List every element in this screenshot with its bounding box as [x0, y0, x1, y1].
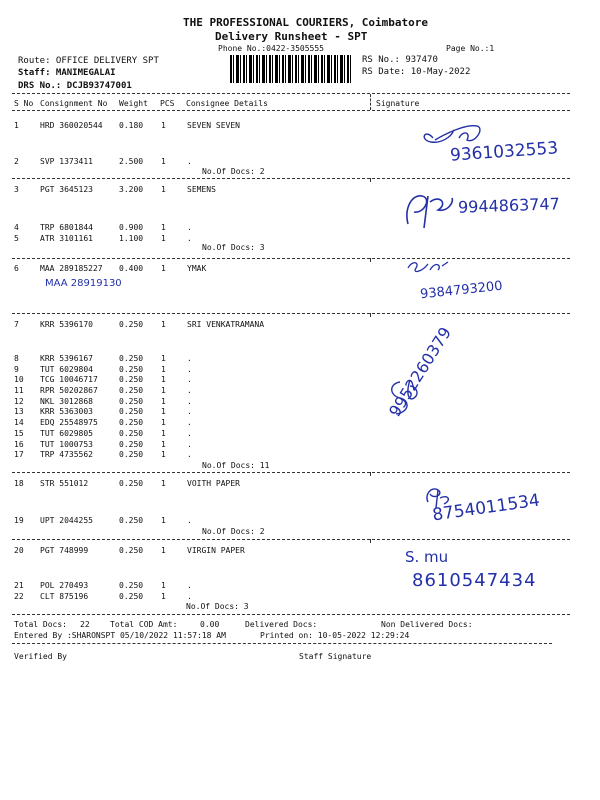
row-pcs: 1: [161, 223, 166, 232]
page-number: Page No.:1: [446, 44, 495, 53]
row-pcs: 1: [161, 581, 166, 590]
row-details: .: [187, 157, 192, 166]
row-sno: 18: [14, 479, 24, 488]
sig-divider-tick: [370, 258, 371, 262]
row-weight: 0.250: [119, 581, 144, 590]
row-cons: SVP 1373411: [40, 157, 93, 166]
group-separator: [12, 178, 570, 179]
row-weight: 0.250: [119, 429, 144, 438]
row-pcs: 1: [161, 264, 166, 273]
row-sno: 10: [14, 375, 24, 384]
row-details: VOITH PAPER: [187, 479, 240, 488]
row-details: SEVEN SEVEN: [187, 121, 240, 130]
handwritten-phone: 8610547434: [412, 570, 537, 591]
row-pcs: 1: [161, 121, 166, 130]
handwritten-phone: 9384793200: [419, 278, 504, 303]
row-pcs: 1: [161, 479, 166, 488]
group-doc-count: No.Of Docs: 2: [202, 167, 265, 176]
row-cons: TCG 10046717: [40, 375, 98, 384]
row-sno: 7: [14, 320, 19, 329]
group-doc-count: No.Of Docs: 3: [186, 602, 249, 611]
signature-scribble: [398, 188, 458, 232]
row-details: .: [187, 429, 192, 438]
header-sig-divider: [370, 94, 371, 110]
row-weight: 0.250: [119, 365, 144, 374]
row-sno: 21: [14, 581, 24, 590]
row-details: SEMENS: [187, 185, 216, 194]
row-details: .: [187, 397, 192, 406]
row-sno: 3: [14, 185, 19, 194]
row-cons: NKL 3012868: [40, 397, 93, 406]
footer-rule: [12, 643, 552, 644]
col-header-signature: Signature: [376, 99, 420, 108]
row-weight: 0.250: [119, 407, 144, 416]
rs-number: RS No.: 937470: [362, 55, 438, 65]
row-pcs: 1: [161, 546, 166, 555]
row-cons: TUT 6029805: [40, 429, 93, 438]
col-header-weight: Weight: [119, 99, 148, 108]
row-details: .: [187, 516, 192, 525]
handwritten-note: MAA 28919130: [45, 278, 122, 289]
row-pcs: 1: [161, 429, 166, 438]
drs-number: DRS No.: DCJB93747001: [18, 81, 132, 91]
row-weight: 3.200: [119, 185, 144, 194]
row-details: YMAK: [187, 264, 207, 273]
row-weight: 0.250: [119, 546, 144, 555]
row-sno: 12: [14, 397, 24, 406]
barcode: [230, 55, 352, 83]
row-cons: UPT 2044255: [40, 516, 93, 525]
row-cons: KRR 5396167: [40, 354, 93, 363]
row-weight: 0.250: [119, 440, 144, 449]
row-weight: 2.500: [119, 157, 144, 166]
table-end-rule: [12, 614, 570, 615]
col-header-consignee: Consignee Details: [186, 99, 268, 108]
group-separator: [12, 258, 570, 259]
row-sno: 4: [14, 223, 19, 232]
row-cons: STR 551012: [40, 479, 89, 488]
sig-divider-tick: [370, 472, 371, 476]
row-cons: CLT 875196: [40, 592, 89, 601]
row-cons: TUT 6029804: [40, 365, 93, 374]
row-details: .: [187, 450, 192, 459]
row-weight: 0.250: [119, 386, 144, 395]
row-cons: TUT 1000753: [40, 440, 93, 449]
sig-divider-tick: [370, 178, 371, 182]
row-cons: TRP 6801844: [40, 223, 93, 232]
row-cons: KRR 5396170: [40, 320, 93, 329]
row-details: .: [187, 354, 192, 363]
row-sno: 6: [14, 264, 19, 273]
row-weight: 0.250: [119, 397, 144, 406]
row-sno: 13: [14, 407, 24, 416]
row-cons: KRR 5363003: [40, 407, 93, 416]
row-cons: MAA 289185227: [40, 264, 103, 273]
row-sno: 5: [14, 234, 19, 243]
row-details: .: [187, 365, 192, 374]
company-title: THE PROFESSIONAL COURIERS, Coimbatore: [183, 16, 429, 29]
row-cons: ATR 3101161: [40, 234, 93, 243]
phone-number: Phone No.:0422-3505555: [218, 44, 324, 53]
row-weight: 0.900: [119, 223, 144, 232]
row-sno: 20: [14, 546, 24, 555]
signature-scribble: [402, 256, 450, 276]
printed-on: Printed on: 10-05-2022 12:29:24: [260, 631, 410, 640]
group-separator: [12, 539, 570, 540]
row-details: .: [187, 407, 192, 416]
row-pcs: 1: [161, 440, 166, 449]
handwritten-name: S. mu: [405, 548, 449, 566]
row-details: .: [187, 375, 192, 384]
col-header-consignment: Consignment No: [40, 99, 108, 108]
row-pcs: 1: [161, 407, 166, 416]
row-details: .: [187, 386, 192, 395]
row-cons: PGT 748999: [40, 546, 89, 555]
entered-by: Entered By :SHARONSPT 05/10/2022 11:57:18 AM: [14, 631, 226, 640]
rs-date: RS Date: 10-May-2022: [362, 67, 471, 77]
header-rule-top: [12, 93, 570, 94]
row-weight: 0.250: [119, 320, 144, 329]
header-rule-bottom: [12, 110, 570, 111]
row-sno: 9: [14, 365, 19, 374]
row-weight: 0.250: [119, 479, 144, 488]
row-details: VIRGIN PAPER: [187, 546, 245, 555]
row-pcs: 1: [161, 365, 166, 374]
row-weight: 0.400: [119, 264, 144, 273]
row-details: SRI VENKATRAMANA: [187, 320, 265, 329]
route-label: Route: OFFICE DELIVERY SPT: [18, 56, 159, 66]
total-cod-value: 0.00: [200, 620, 220, 629]
row-pcs: 1: [161, 397, 166, 406]
row-pcs: 1: [161, 516, 166, 525]
total-cod-label: Total COD Amt:: [110, 620, 178, 629]
group-doc-count: No.Of Docs: 3: [202, 243, 265, 252]
row-details: .: [187, 592, 192, 601]
row-pcs: 1: [161, 418, 166, 427]
row-sno: 17: [14, 450, 24, 459]
row-details: .: [187, 223, 192, 232]
row-weight: 0.180: [119, 121, 144, 130]
total-docs-label: Total Docs:: [14, 620, 67, 629]
row-pcs: 1: [161, 592, 166, 601]
row-cons: TRP 4735562: [40, 450, 93, 459]
row-pcs: 1: [161, 354, 166, 363]
row-cons: RPR 50202867: [40, 386, 98, 395]
row-cons: PGT 3645123: [40, 185, 93, 194]
row-sno: 15: [14, 429, 24, 438]
row-pcs: 1: [161, 320, 166, 329]
row-sno: 8: [14, 354, 19, 363]
row-sno: 19: [14, 516, 24, 525]
row-weight: 0.250: [119, 592, 144, 601]
row-details: .: [187, 440, 192, 449]
row-sno: 11: [14, 386, 24, 395]
row-weight: 0.250: [119, 418, 144, 427]
col-header-pcs: PCS: [160, 99, 175, 108]
handwritten-phone: 9952260379: [385, 323, 456, 421]
group-doc-count: No.Of Docs: 2: [202, 527, 265, 536]
sig-divider-tick: [370, 313, 371, 317]
group-separator: [12, 472, 570, 473]
row-sno: 1: [14, 121, 19, 130]
handwritten-phone: 9361032553: [449, 138, 559, 166]
row-weight: 0.250: [119, 450, 144, 459]
row-details: .: [187, 234, 192, 243]
row-pcs: 1: [161, 450, 166, 459]
row-pcs: 1: [161, 386, 166, 395]
row-sno: 16: [14, 440, 24, 449]
row-pcs: 1: [161, 234, 166, 243]
row-cons: EDQ 25548975: [40, 418, 98, 427]
row-cons: POL 270493: [40, 581, 89, 590]
row-sno: 22: [14, 592, 24, 601]
row-weight: 0.250: [119, 354, 144, 363]
verified-by: Verified By: [14, 652, 67, 661]
row-pcs: 1: [161, 375, 166, 384]
staff-signature: Staff Signature: [299, 652, 372, 661]
non-delivered-docs-label: Non Delivered Docs:: [381, 620, 473, 629]
row-cons: HRD 360020544: [40, 121, 103, 130]
total-docs-value: 22: [80, 620, 90, 629]
group-separator: [12, 313, 570, 314]
handwritten-phone: 8754011534: [431, 490, 542, 526]
row-weight: 0.250: [119, 375, 144, 384]
row-weight: 1.100: [119, 234, 144, 243]
row-sno: 2: [14, 157, 19, 166]
col-header-sno: S No: [14, 99, 34, 108]
sig-divider-tick: [370, 539, 371, 543]
row-details: .: [187, 581, 192, 590]
row-pcs: 1: [161, 157, 166, 166]
row-details: .: [187, 418, 192, 427]
row-pcs: 1: [161, 185, 166, 194]
group-doc-count: No.Of Docs: 11: [202, 461, 270, 470]
runsheet-subtitle: Delivery Runsheet - SPT: [215, 30, 368, 43]
handwritten-phone: 9944863747: [457, 194, 561, 217]
row-sno: 14: [14, 418, 24, 427]
delivered-docs-label: Delivered Docs:: [245, 620, 318, 629]
row-weight: 0.250: [119, 516, 144, 525]
staff-label: Staff: MANIMEGALAI: [18, 68, 116, 78]
